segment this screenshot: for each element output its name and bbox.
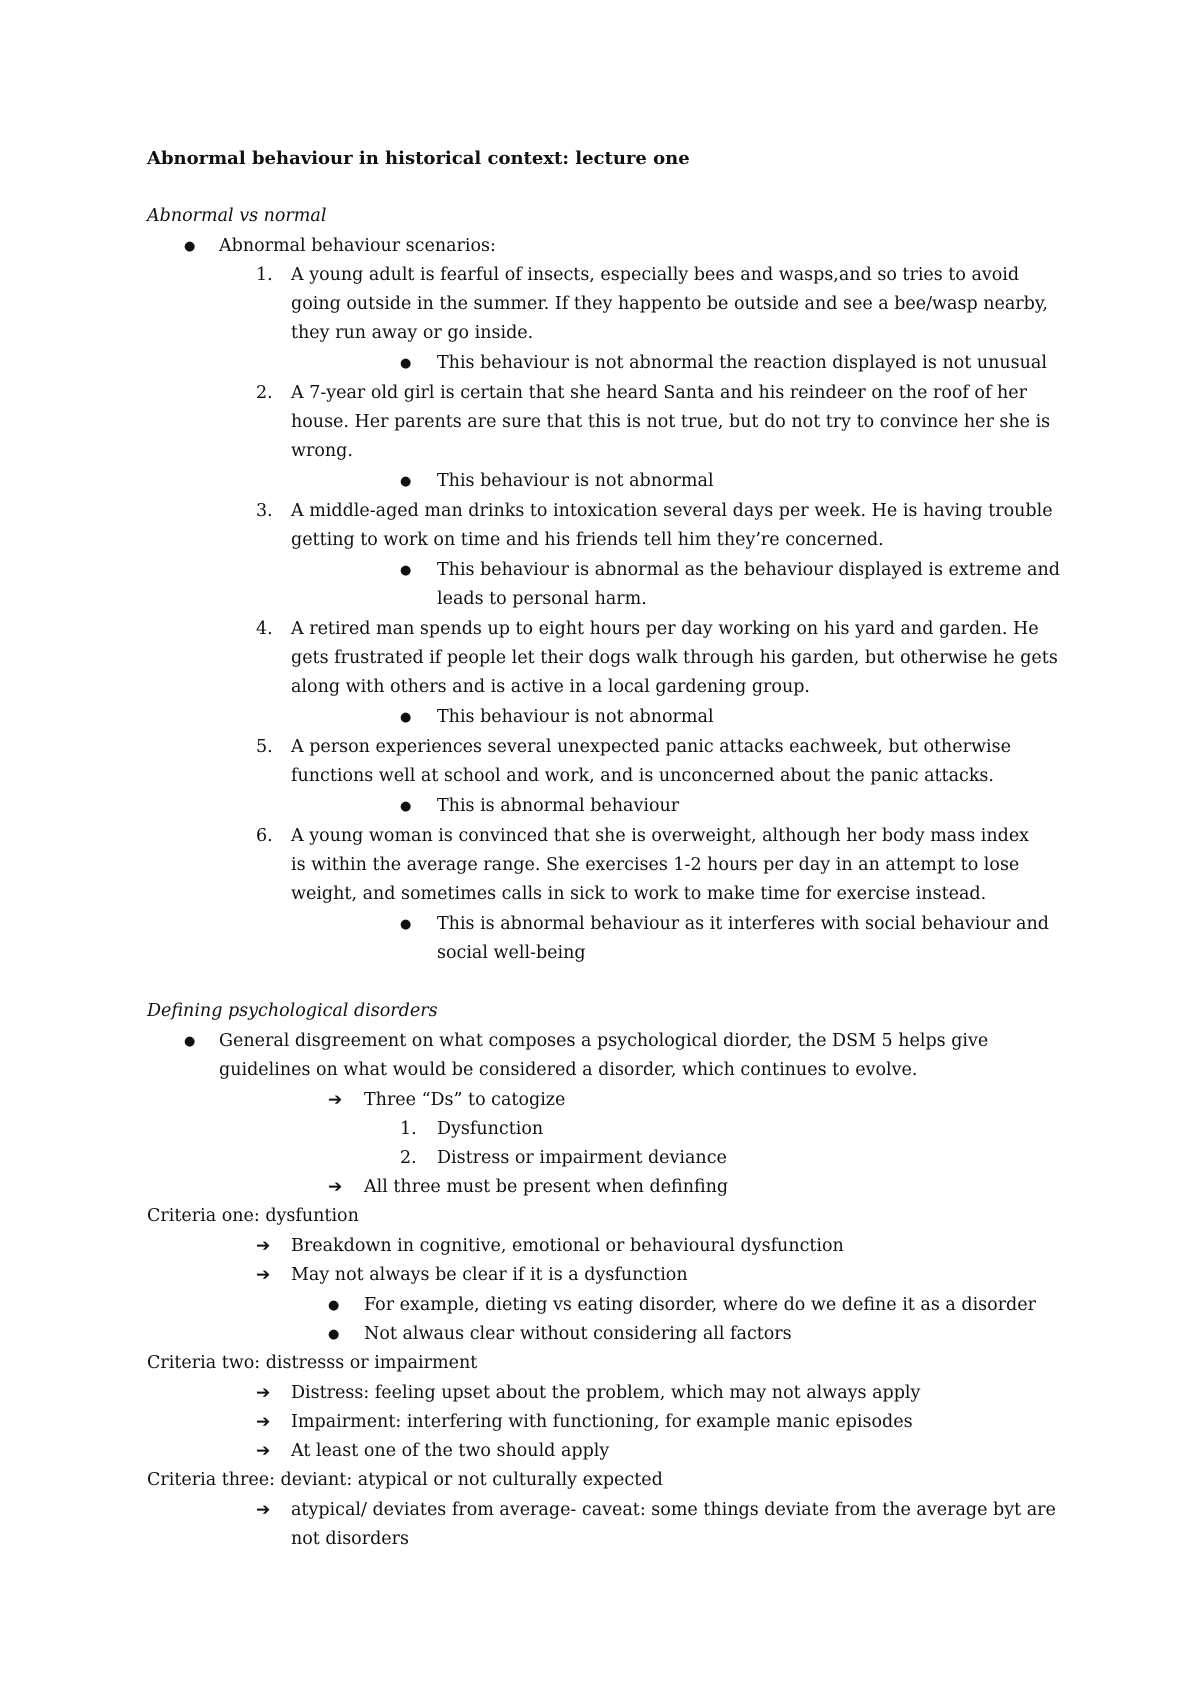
list-item-line: functions well at school and work, and is unconcerned about the panic attacks. xyxy=(291,766,994,786)
bullet-icon: ● xyxy=(400,799,412,814)
note-line: This behaviour is not abnormal xyxy=(437,707,714,727)
list-number: 1. xyxy=(256,265,273,285)
list-item-line: A 7-year old girl is certain that she heard Santa and his reindeer on the roof of her xyxy=(291,383,1027,403)
list-item-line: A middle-aged man drinks to intoxication several days per week. He is having trouble xyxy=(291,501,1053,521)
section-heading-defining-disorders: Defining psychological disorders xyxy=(147,1001,438,1021)
scenarios-intro: Abnormal behaviour scenarios: xyxy=(219,236,496,256)
list-number: 2. xyxy=(256,383,273,403)
note-line: This behaviour is abnormal as the behaviour displayed is extreme and xyxy=(437,560,1060,580)
arrow-right-icon: ➔ xyxy=(256,1441,271,1461)
list-item-line: A young adult is fearful of insects, especially bees and wasps,and so tries to avoid xyxy=(291,265,1020,285)
arrow-item-line: atypical/ deviates from average- caveat: some things deviate from the average byt are xyxy=(291,1500,1056,1520)
bullet-icon: ● xyxy=(400,563,412,578)
list-item-line: they run away or go inside. xyxy=(291,323,534,343)
bullet-icon: ● xyxy=(184,1034,196,1049)
bullet-icon: ● xyxy=(400,710,412,725)
bullet-icon: ● xyxy=(400,917,412,932)
arrow-item: Impairment: interfering with functioning, for example manic episodes xyxy=(291,1412,913,1432)
note-line: leads to personal harm. xyxy=(437,589,647,609)
list-item-line: is within the average range. She exercises 1-2 hours per day in an attempt to lose xyxy=(291,855,1020,875)
document-title: Abnormal behaviour in historical context: lecture one xyxy=(147,148,690,169)
list-item-line: A retired man spends up to eight hours per day working on his yard and garden. He xyxy=(291,619,1039,639)
arrow-right-icon: ➔ xyxy=(328,1177,343,1197)
arrow-item: Breakdown in cognitive, emotional or behavioural dysfunction xyxy=(291,1236,844,1256)
paragraph-line: General disgreement on what composes a psychological diorder, the DSM 5 helps give xyxy=(219,1031,989,1051)
arrow-right-icon: ➔ xyxy=(256,1412,271,1432)
bullet-item: Not alwaus clear without considering all factors xyxy=(364,1324,792,1344)
list-number: 1. xyxy=(400,1119,417,1139)
bullet-item: For example, dieting vs eating disorder, where do we define it as a disorder xyxy=(364,1295,1036,1315)
list-item-line: wrong. xyxy=(291,441,353,461)
criteria-three-heading: Criteria three: deviant: atypical or not culturally expected xyxy=(147,1470,663,1490)
note-line: This behaviour is not abnormal xyxy=(437,471,714,491)
arrow-item: All three must be present when definfing xyxy=(364,1177,729,1197)
arrow-right-icon: ➔ xyxy=(256,1383,271,1403)
section-heading-abnormal-vs-normal: Abnormal vs normal xyxy=(147,206,327,226)
list-item-line: gets frustrated if people let their dogs walk through his garden, but otherwise he gets xyxy=(291,648,1058,668)
bullet-icon: ● xyxy=(400,356,412,371)
arrow-right-icon: ➔ xyxy=(256,1265,271,1285)
list-number: 6. xyxy=(256,826,273,846)
list-number: 2. xyxy=(400,1148,417,1168)
list-item-line: along with others and is active in a local gardening group. xyxy=(291,677,810,697)
arrow-item: At least one of the two should apply xyxy=(291,1441,610,1461)
bullet-icon: ● xyxy=(328,1298,340,1313)
list-item-line: going outside in the summer. If they happento be outside and see a bee/wasp nearby, xyxy=(291,294,1048,314)
list-item-line: A young woman is convinced that she is overweight, although her body mass index xyxy=(291,826,1030,846)
arrow-item: May not always be clear if it is a dysfunction xyxy=(291,1265,688,1285)
arrow-right-icon: ➔ xyxy=(256,1500,271,1520)
note-line: This is abnormal behaviour as it interferes with social behaviour and xyxy=(437,914,1049,934)
list-item-line: Dysfunction xyxy=(437,1119,544,1139)
note-line: This is abnormal behaviour xyxy=(437,796,680,816)
bullet-icon: ● xyxy=(328,1327,340,1342)
list-item-line: weight, and sometimes calls in sick to work to make time for exercise instead. xyxy=(291,884,987,904)
arrow-item-line: not disorders xyxy=(291,1529,409,1549)
bullet-icon: ● xyxy=(184,239,196,254)
list-item-line: house. Her parents are sure that this is not true, but do not try to convince her she is xyxy=(291,412,1051,432)
criteria-two-heading: Criteria two: distresss or impairment xyxy=(147,1353,478,1373)
list-number: 3. xyxy=(256,501,273,521)
arrow-item: Distress: feeling upset about the problem, which may not always apply xyxy=(291,1383,921,1403)
list-item-line: getting to work on time and his friends tell him they’re concerned. xyxy=(291,530,884,550)
arrow-right-icon: ➔ xyxy=(328,1090,343,1110)
paragraph-line: guidelines on what would be considered a disorder, which continues to evolve. xyxy=(219,1060,918,1080)
bullet-icon: ● xyxy=(400,474,412,489)
arrow-item: Three “Ds” to catogize xyxy=(364,1090,566,1110)
list-number: 5. xyxy=(256,737,273,757)
list-number: 4. xyxy=(256,619,273,639)
criteria-one-heading: Criteria one: dysfuntion xyxy=(147,1206,359,1226)
arrow-right-icon: ➔ xyxy=(256,1236,271,1256)
list-item-line: Distress or impairment deviance xyxy=(437,1148,727,1168)
list-item-line: A person experiences several unexpected panic attacks eachweek, but otherwise xyxy=(291,737,1011,757)
note-line: social well-being xyxy=(437,943,586,963)
note-line: This behaviour is not abnormal the reaction displayed is not unusual xyxy=(437,353,1047,373)
